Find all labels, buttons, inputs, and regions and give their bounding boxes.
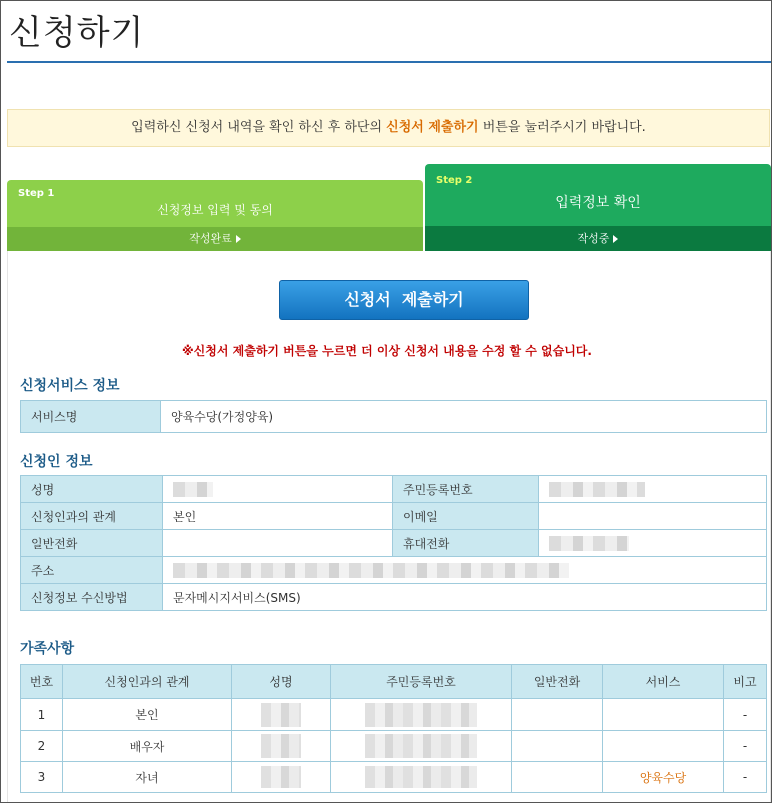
receive-method-value: 문자메시지서비스(SMS) bbox=[163, 584, 767, 611]
phone-label: 일반전화 bbox=[21, 530, 163, 557]
rrn-value bbox=[539, 476, 767, 503]
step-2-name: 입력정보 확인 bbox=[555, 195, 641, 211]
family-row-service: 양육수당 bbox=[603, 762, 724, 793]
step-2 bbox=[425, 164, 771, 251]
family-row-phone bbox=[512, 762, 603, 793]
family-header-no: 번호 bbox=[21, 665, 63, 699]
relation-label: 신청인과의 관계 bbox=[21, 503, 163, 530]
service-name-label: 서비스명 bbox=[21, 401, 161, 433]
rrn-label: 주민등록번호 bbox=[393, 476, 539, 503]
table-row bbox=[21, 762, 767, 793]
family-row-rrn bbox=[331, 731, 512, 762]
family-row-service bbox=[603, 731, 724, 762]
family-row-no: 3 bbox=[21, 762, 63, 793]
family-row-relation: 자녀 bbox=[63, 762, 232, 793]
redacted-rrn bbox=[365, 734, 477, 758]
mobile-value bbox=[539, 530, 767, 557]
family-header-note: 비고 bbox=[724, 665, 767, 699]
arrow-right-icon bbox=[236, 235, 241, 243]
family-header-phone: 일반전화 bbox=[512, 665, 603, 699]
redacted-address bbox=[173, 563, 569, 578]
address-label: 주소 bbox=[21, 557, 163, 584]
family-row-service bbox=[603, 699, 724, 731]
name-value bbox=[163, 476, 393, 503]
family-row-no: 1 bbox=[21, 699, 63, 731]
family-row-rrn bbox=[331, 699, 512, 731]
applicant-info-title: 신청인 정보 bbox=[20, 454, 93, 470]
step-2-status: 작성중 bbox=[425, 226, 771, 251]
family-header-relation: 신청인과의 관계 bbox=[63, 665, 232, 699]
arrow-right-icon bbox=[613, 235, 618, 243]
family-row-phone bbox=[512, 731, 603, 762]
step-1-status: 작성완료 bbox=[7, 227, 423, 251]
step-1-name: 신청정보 입력 및 동의 bbox=[157, 203, 273, 217]
family-table bbox=[20, 664, 767, 793]
notice-highlight: 신청서 제출하기 bbox=[386, 120, 479, 135]
family-row-no: 2 bbox=[21, 731, 63, 762]
step-1 bbox=[7, 180, 423, 251]
step-2-tag: Step 2 bbox=[436, 175, 473, 186]
service-info-table bbox=[20, 400, 767, 433]
applicant-info-table bbox=[20, 475, 767, 611]
submit-application-button[interactable]: 신청서 제출하기 bbox=[279, 280, 529, 320]
name-label: 성명 bbox=[21, 476, 163, 503]
family-title: 가족사항 bbox=[20, 641, 75, 657]
redacted-rrn bbox=[365, 766, 477, 788]
notice-banner bbox=[7, 109, 770, 147]
redacted-mobile bbox=[549, 536, 629, 551]
family-row-note: - bbox=[724, 762, 767, 793]
relation-value: 본인 bbox=[163, 503, 393, 530]
redacted-rrn bbox=[365, 703, 477, 727]
notice-text-before: 입력하신 신청서 내역을 확인 하신 후 하단의 bbox=[131, 120, 387, 135]
family-row-relation: 배우자 bbox=[63, 731, 232, 762]
receive-method-label: 신청정보 수신방법 bbox=[21, 584, 163, 611]
address-value bbox=[163, 557, 767, 584]
submit-warning: ※신청서 제출하기 버튼을 누르면 더 이상 신청서 내용을 수정 할 수 없습니다. bbox=[182, 344, 592, 358]
family-header-service: 서비스 bbox=[603, 665, 724, 699]
family-row-relation: 본인 bbox=[63, 699, 232, 731]
redacted-rrn bbox=[549, 482, 645, 497]
email-label: 이메일 bbox=[393, 503, 539, 530]
family-row-note: - bbox=[724, 731, 767, 762]
family-header-name: 성명 bbox=[232, 665, 331, 699]
redacted-name bbox=[261, 703, 301, 727]
family-row-rrn bbox=[331, 762, 512, 793]
table-row bbox=[21, 731, 767, 762]
service-info-title: 신청서비스 정보 bbox=[20, 378, 120, 394]
family-row-note: - bbox=[724, 699, 767, 731]
phone-value bbox=[163, 530, 393, 557]
table-row bbox=[21, 699, 767, 731]
page-title: 신청하기 bbox=[9, 13, 145, 53]
redacted-name bbox=[261, 766, 301, 788]
title-divider bbox=[7, 61, 771, 63]
family-row-phone bbox=[512, 699, 603, 731]
service-name-value: 양육수당(가정양육) bbox=[161, 401, 767, 433]
redacted-name bbox=[173, 482, 213, 497]
family-header-rrn: 주민등록번호 bbox=[331, 665, 512, 699]
family-row-name bbox=[232, 762, 331, 793]
step-1-tag: Step 1 bbox=[18, 188, 55, 199]
redacted-name bbox=[261, 734, 301, 758]
family-row-name bbox=[232, 699, 331, 731]
family-row-name bbox=[232, 731, 331, 762]
notice-text-after: 버튼을 눌러주시기 바랍니다. bbox=[478, 120, 646, 135]
email-value bbox=[539, 503, 767, 530]
mobile-label: 휴대전화 bbox=[393, 530, 539, 557]
